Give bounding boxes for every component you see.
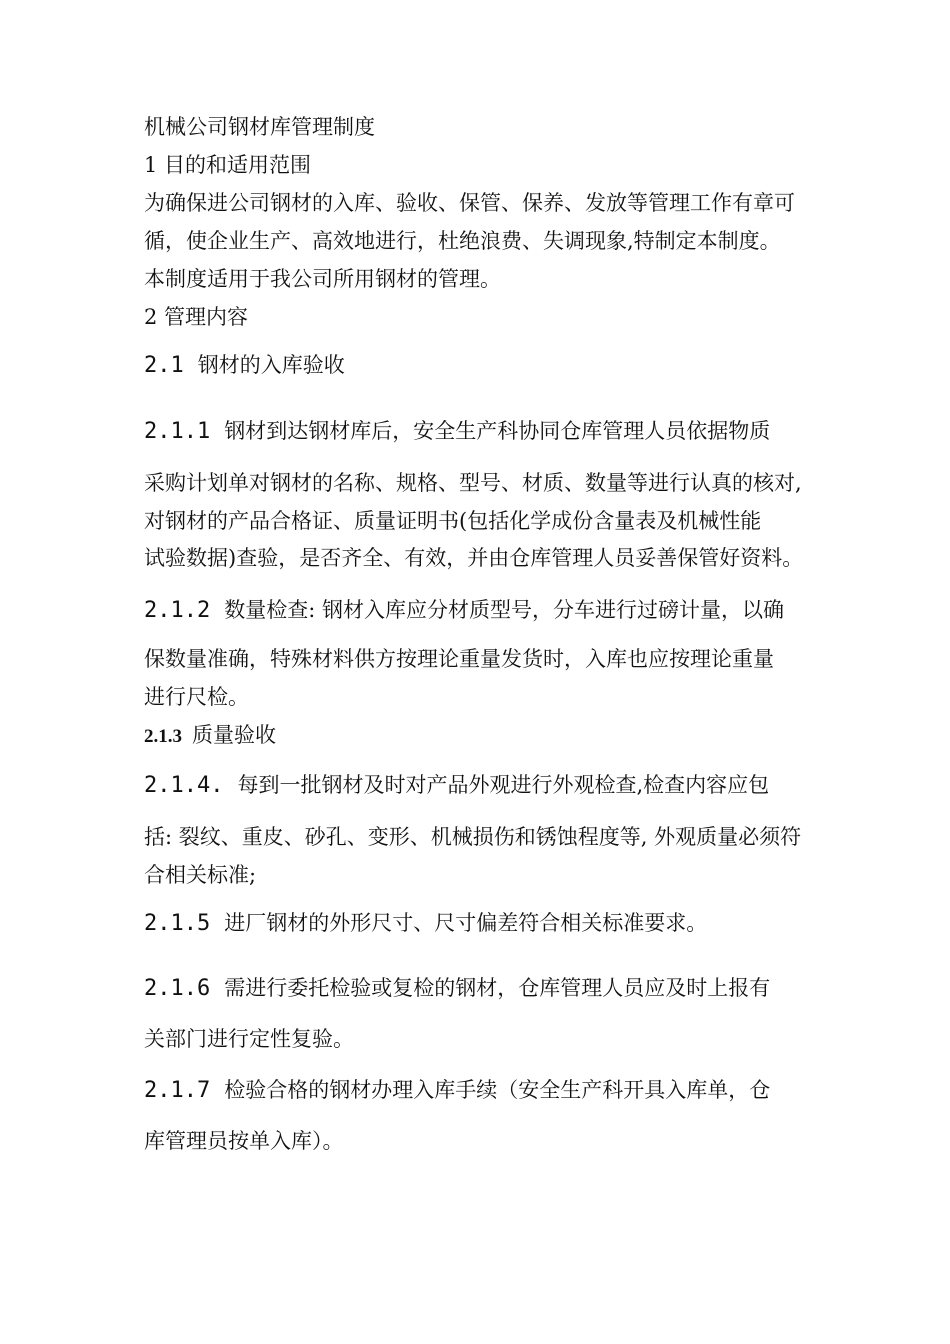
clause-2-1-6-line: 关部门进行定性复验。 <box>144 1027 354 1051</box>
section-1-paragraph-line: 循，使企业生产、高效地进行，杜绝浪费、失调现象,特制定本制度。 <box>144 229 781 253</box>
clause-number: 2.1.2 <box>144 598 211 623</box>
clause-2-1-5-line <box>144 910 707 937</box>
clause-2-1-6-line <box>144 975 770 1002</box>
clause-2-1-7-line: 库管理员按单入库）。 <box>144 1129 344 1153</box>
clause-text: 每到一批钢材及时对产品外观进行外观检查,检查内容应包 <box>237 773 770 797</box>
clause-2-1-4-line <box>144 772 769 799</box>
clause-text: 检验合格的钢材办理入库手续（安全生产科开具入库单，仓 <box>224 1078 771 1102</box>
clause-text: 质量验收 <box>192 723 276 747</box>
clause-2-1-3-heading <box>144 722 276 750</box>
clause-number: 2.1.1 <box>144 419 211 444</box>
document-title: 机械公司钢材库管理制度 <box>144 115 375 139</box>
clause-number: 2.1.6 <box>144 976 211 1001</box>
section-1-paragraph-line: 为确保进公司钢材的入库、验收、保管、保养、发放等管理工作有章可 <box>144 191 795 215</box>
section-2-heading: 2 管理内容 <box>144 305 249 329</box>
clause-2-1-2-line: 保数量准确，特殊材料供方按理论重量发货时，入库也应按理论重量 <box>144 647 774 671</box>
clause-2-1-2-line <box>144 597 784 624</box>
clause-text: 数量检查: 钢材入库应分材质型号，分车进行过磅计量，以确 <box>224 598 784 622</box>
section-1-scope-line: 本制度适用于我公司所用钢材的管理。 <box>144 267 501 291</box>
clause-text: 需进行委托检验或复检的钢材，仓库管理人员应及时上报有 <box>224 976 771 1000</box>
section-text: 钢材的入库验收 <box>197 353 345 377</box>
clause-text: 钢材到达钢材库后，安全生产科协同仓库管理人员依据物质 <box>224 419 771 443</box>
section-1-heading: 1 目的和适用范围 <box>144 153 312 177</box>
clause-number: 2.1.4. <box>144 773 224 798</box>
clause-2-1-1-line: 对钢材的产品合格证、质量证明书(包括化学成份含量表及机械性能 <box>144 509 762 533</box>
clause-number: 2.1.5 <box>144 911 211 936</box>
clause-2-1-1-line <box>144 418 770 445</box>
clause-text: 进厂钢材的外形尺寸、尺寸偏差符合相关标准要求。 <box>224 911 708 935</box>
clause-number: 2.1.3 <box>144 726 182 747</box>
clause-number: 2.1.7 <box>144 1078 211 1103</box>
clause-2-1-1-line: 试验数据)查验，是否齐全、有效，并由仓库管理人员妥善保管好资料。 <box>144 546 804 570</box>
clause-2-1-4-line: 括: 裂纹、重皮、砂孔、变形、机械损伤和锈蚀程度等, 外观质量必须符 <box>144 825 802 849</box>
clause-2-1-7-line <box>144 1077 770 1104</box>
section-number: 2.1 <box>144 353 184 378</box>
clause-2-1-4-line: 合相关标准; <box>144 863 257 887</box>
section-2-1-heading <box>144 352 345 379</box>
clause-2-1-2-line: 进行尺检。 <box>144 685 249 709</box>
clause-2-1-1-line: 采购计划单对钢材的名称、规格、型号、材质、数量等进行认真的核对, <box>144 471 802 495</box>
